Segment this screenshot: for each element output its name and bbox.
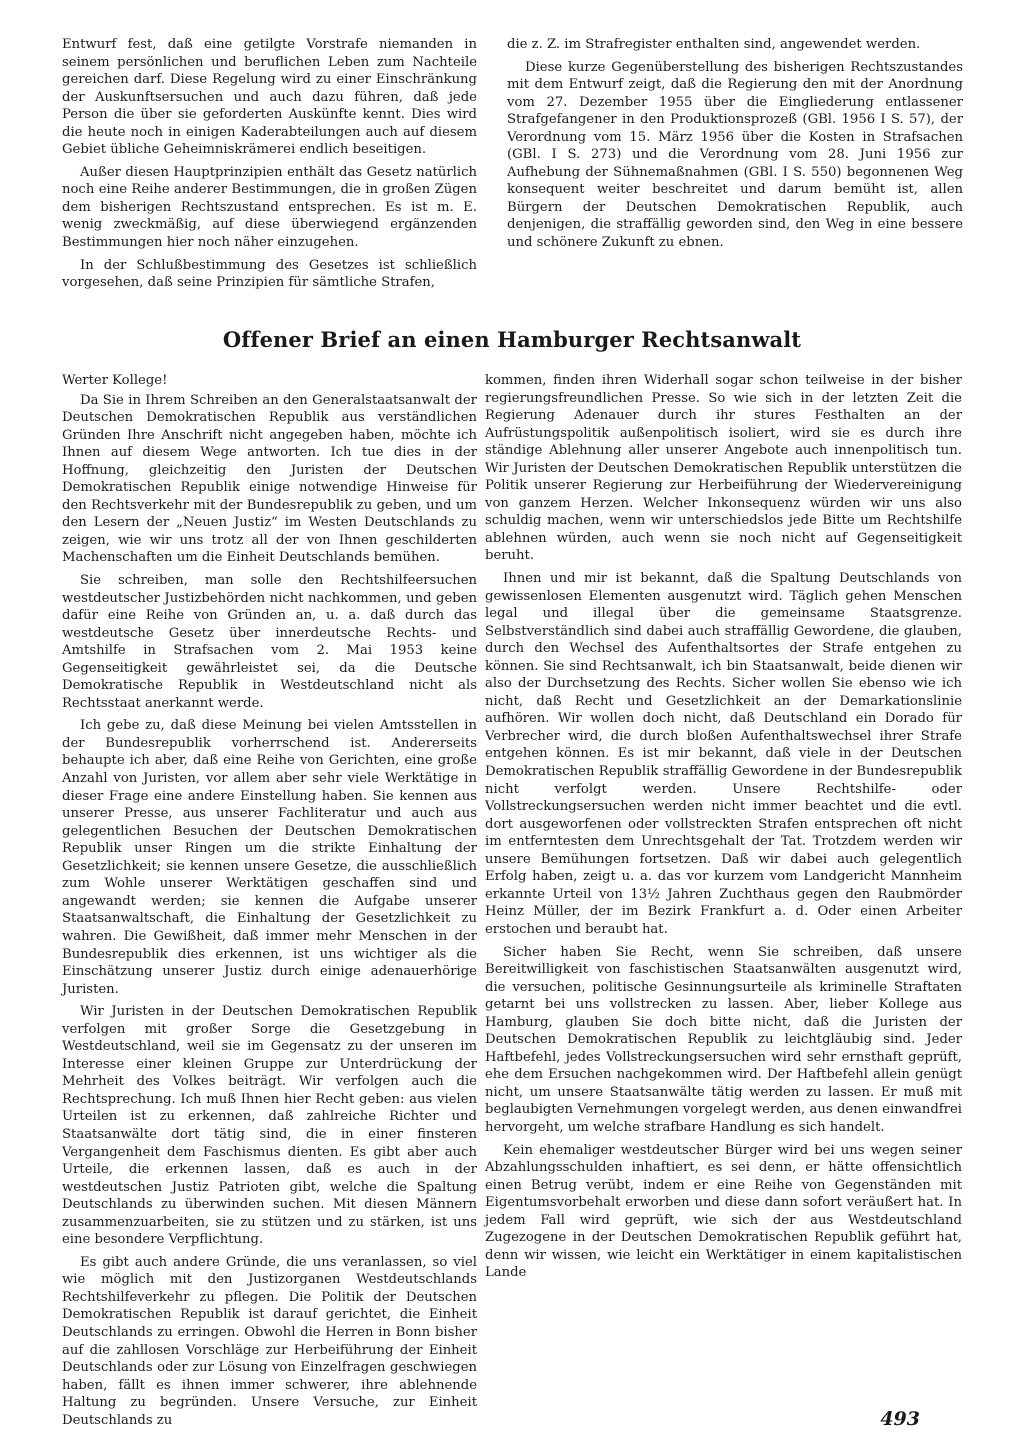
paragraph: Entwurf fest, daß eine getilgte Vorstrafe niemanden in seinem persönlichen und beruflichen Leben zum Nachteile gereichen darf. Diese Regelung wird zu einer Einschränkung der Auskunftsersuchen und auch dazu führen, daß jede Person die über sie geforderten Auskünfte kennt. Dies wird die heute noch in einigen Kaderabteilungen auch auf diesem Gebiet übliche Geheimniskrämerei endlich beseitigen. [62, 37, 477, 158]
paragraph: Ihnen und mir ist bekannt, daß die Spaltung Deutschlands von gewissenlosen Elementen ausgenutzt wird. Täglich gehen Menschen legal und illegal über die gemeinsame Staatsgrenze. Selbstverständlich sind dabei auch straffällig Gewordene, die glauben, durch den Wechsel des Aufenthaltsortes der Strafe entgehen zu können. Sie sind Rechtsanwalt, ich bin Staatsanwalt, beide dienen wir also der Durchsetzung des Rechts. Sicher wollen Sie ebenso wie ich nicht, daß Recht und Gesetzlichkeit an der Demarkationslinie aufhören. Wir wollen doch nicht, daß Deutschland ein Dorado für Verbrecher wird, die durch bloßen Aufenthaltswechsel ihrer Strafe entgehen können. Es ist mir bekannt, daß viele in der Deutschen Demokratischen Republik straffällig Gewordene in der Bundesrepublik nicht verfolgt werden. Unsere Rechtshilfe- oder Vollstreckungsersuchen werden nicht immer beachtet und die evtl. dort ausgeworfenen oder vollstreckten Strafen entsprechen oft nicht im entferntesten dem Unrechtsgehalt der Tat. Trotzdem werden wir unsere Bemühungen fortsetzen. Daß wir dabei auch gelegentlich Erfolg haben, zeigt u. a. das vor kurzem vom Landgericht Mannheim erkannte Urteil von 13½ Jahren Zuchthaus gegen den Raubmörder Heinz Müller, der im Bezirk Frankfurt a. d. Oder einen Arbeiter erstochen und beraubt hat. [485, 571, 962, 937]
paragraph: Sie schreiben, man solle den Rechtshilfeersuchen westdeutscher Justizbehörden nicht nachkommen, und geben dafür eine Reihe von Gründen an, u. a. daß durch das westdeutsche Gesetz über innerdeutsche Rechts- und Amtshilfe in Strafsachen vom 2. Mai 1953 keine Gegenseitigkeit gewährleistet sei, da die Deutsche Demokratische Republik in Westdeutschland nicht als Rechtsstaat anerkannt werde. [62, 573, 477, 711]
paragraph: die z. Z. im Strafregister enthalten sind, angewendet werden. [507, 37, 921, 52]
bottom-right-column [485, 372, 962, 1287]
top-left-column [62, 36, 477, 297]
paragraph: In der Schlußbestimmung des Gesetzes ist schließlich vorgesehen, daß seine Prinzipien für sämtliche Strafen, [62, 257, 477, 291]
paragraph: Da Sie in Ihrem Schreiben an den Generalstaatsanwalt der Deutschen Demokratischen Republik aus verständlichen Gründen Ihre Anschrift nicht angegeben haben, möchte ich Ihnen auf diesem Wege antworten. Ich tue dies in der Hoffnung, gleichzeitig den Juristen der Deutschen Demokratischen Republik einige notwendige Hinweise für den Rechtsverkehr mit der Bundesrepublik zu geben, und um den Lesern der „Neuen Justiz“ im Westen Deutschlands zu zeigen, wie wir uns trotz all der von Ihnen geschilderten Machenschaften um die Einheit Deutschlands bemühen. [62, 392, 477, 566]
top-right-column [507, 36, 963, 257]
paragraph: Kein ehemaliger westdeutscher Bürger wird bei uns wegen seiner Abzahlungsschulden inhaftiert, es sei denn, er hätte offensichtlich einen Betrug verübt, indem er eine Reihe von Gegenständen mit Eigentumsvorbehalt erworben und diese dann sofort veräußert hat. In jedem Fall wird geprüft, wie sich der aus Westdeutschland Zugezogene in der Deutschen Demokratischen Republik geführt hat, denn wir wissen, wie leicht ein Werktätiger in einem kapitalistischen Lande [485, 1142, 962, 1281]
article-headline: Offener Brief an einen Hamburger Rechtsanwalt [222, 327, 802, 352]
paragraph: Sicher haben Sie Recht, wenn Sie schreiben, daß unsere Bereitwilligkeit von faschistischen Staatsanwälten ausgenutzt wird, die versuchen, politische Gesinnungsurteile als kriminelle Straftaten getarnt bei uns vollstrecken zu lassen. Aber, lieber Kollege aus Hamburg, glauben Sie doch bitte nicht, daß die Juristen der Deutschen Demokratischen Republik zu leichtgläubig sind. Jeder Haftbefehl, jedes Vollstreckungsersuchen wird sehr ernsthaft geprüft, ehe dem Ersuchen nachgekommen wird. Der Haftbefehl allein genügt nicht, um unsere Staatsanwälte tätig werden zu lassen. Er muß mit beglaubigten Vernehmungen vorgelegt werden, aus denen einwandfrei hervorgeht, um welche strafbare Handlung es sich handelt. [485, 944, 962, 1135]
paragraph: kommen, finden ihren Widerhall sogar schon teilweise in der bisher regierungsfreundlichen Presse. So wie sich in der letzten Zeit die Regierung Adenauer durch ihr stures Festhalten an der Aufrüstungspolitik außenpolitisch isoliert, wird sie es durch ihre ständige Ablehnung aller unserer Angebote auch innenpolitisch tun. Wir Juristen der Deutschen Demokratischen Republik unterstützen die Politik unserer Regierung zur Herbeiführung der Wiedervereinigung von ganzem Herzen. Welcher Inkonsequenz würden wir uns also schuldig machen, wenn wir unterschiedslos jede Bitte um Rechtshilfe ablehnen würden, auch wenn sie noch nicht auf Gegenseitigkeit beruht. [485, 373, 962, 564]
paragraph: Ich gebe zu, daß diese Meinung bei vielen Amtsstellen in der Bundesrepublik vorherrschend ist. Andererseits behaupte ich aber, daß eine Reihe von Gerichten, eine große Anzahl von Juristen, vor allem aber sehr viele Werktätige in dieser Frage eine andere Einstellung haben. Sie kennen aus unserer Presse, aus unserer Fachliteratur und auch aus gelegentlichen Besuchen der Deutschen Demokratischen Republik unser Ringen um die strikte Einhaltung der Gesetzlichkeit; sie kennen unsere Gesetze, die ausschließlich zum Wohle unserer Werktätigen geschaffen sind und angewandt werden; sie kennen die Aufgabe unserer Staatsanwaltschaft, die Einhaltung der Gesetzlichkeit zu wahren. Die Gewißheit, daß immer mehr Menschen in der Bundesrepublik dies erkennen, ist uns wichtiger als die Einschätzung unserer Justiz durch einige adenauerhörige Juristen. [62, 718, 477, 997]
salutation: Werter Kollege! [62, 373, 168, 388]
paragraph: Wir Juristen in der Deutschen Demokratischen Republik verfolgen mit großer Sorge die Gesetzgebung in Westdeutschland, weil sie im Gegensatz zu der unseren im Interesse einer kleinen Gruppe zur Unterdrückung der Mehrheit des Volkes beiträgt. Wir verfolgen auch die Rechtsprechung. Ich muß Ihnen hier Recht geben: aus vielen Urteilen ist zu erkennen, daß zahlreiche Richter und Staatsanwälte dort tätig sind, die in einer finsteren Vergangenheit dem Faschismus dienten. Es gibt aber auch Urteile, die erkennen lassen, daß es auch in der westdeutschen Justiz Patrioten gibt, welche die Spaltung Deutschlands zu überwinden suchen. Mit diesen Männern zusammenzuarbeiten, sie zu stützen und zu stärken, ist uns eine besondere Verpflichtung. [62, 1004, 477, 1248]
bottom-left-column [62, 372, 477, 1434]
paragraph: Außer diesen Hauptprinzipien enthält das Gesetz natürlich noch eine Reihe anderer Bestimmungen, die in großen Zügen dem bisherigen Rechtszustand entsprechen. Es ist m. E. wenig zweckmäßig, auf diese überwiegend ergänzenden Bestimmungen hier noch näher einzugehen. [62, 164, 477, 251]
page-number: 493 [880, 1408, 920, 1430]
paragraph: Es gibt auch andere Gründe, die uns veranlassen, so viel wie möglich mit den Justizorganen Westdeutschlands Rechtshilfeverkehr zu pflegen. Die Politik der Deutschen Demokratischen Republik ist darauf gerichtet, die Einheit Deutschlands zu erringen. Obwohl die Herren in Bonn bisher auf die zahllosen Vorschläge zur Herbeiführung der Einheit Deutschlands oder zur Lösung von Einzelfragen geschwiegen haben, fällt es ihnen immer schwerer, ihre ablehnende Haltung zu begründen. Unsere Versuche, zur Einheit Deutschlands zu [62, 1254, 477, 1428]
paragraph: Diese kurze Gegenüberstellung des bisherigen Rechtszustandes mit dem Entwurf zeigt, daß die Regierung den mit der Anordnung vom 27. Dezember 1955 über die Eingliederung entlassener Strafgefangener in den Produktionsprozeß (GBl. 1956 I S. 57), der Verordnung vom 15. März 1956 über die Kosten in Strafsachen (GBl. I S. 273) und die Verordnung vom 28. Juni 1956 zur Aufhebung der Sühnemaßnahmen (GBl. I S. 550) begonnenen Weg konsequent weiter beschreitet und darum bemüht ist, allen Bürgern der Deutschen Demokratischen Republik, auch denjenigen, die straffällig geworden sind, den Weg in eine bessere und schönere Zukunft zu ebnen. [507, 59, 963, 251]
